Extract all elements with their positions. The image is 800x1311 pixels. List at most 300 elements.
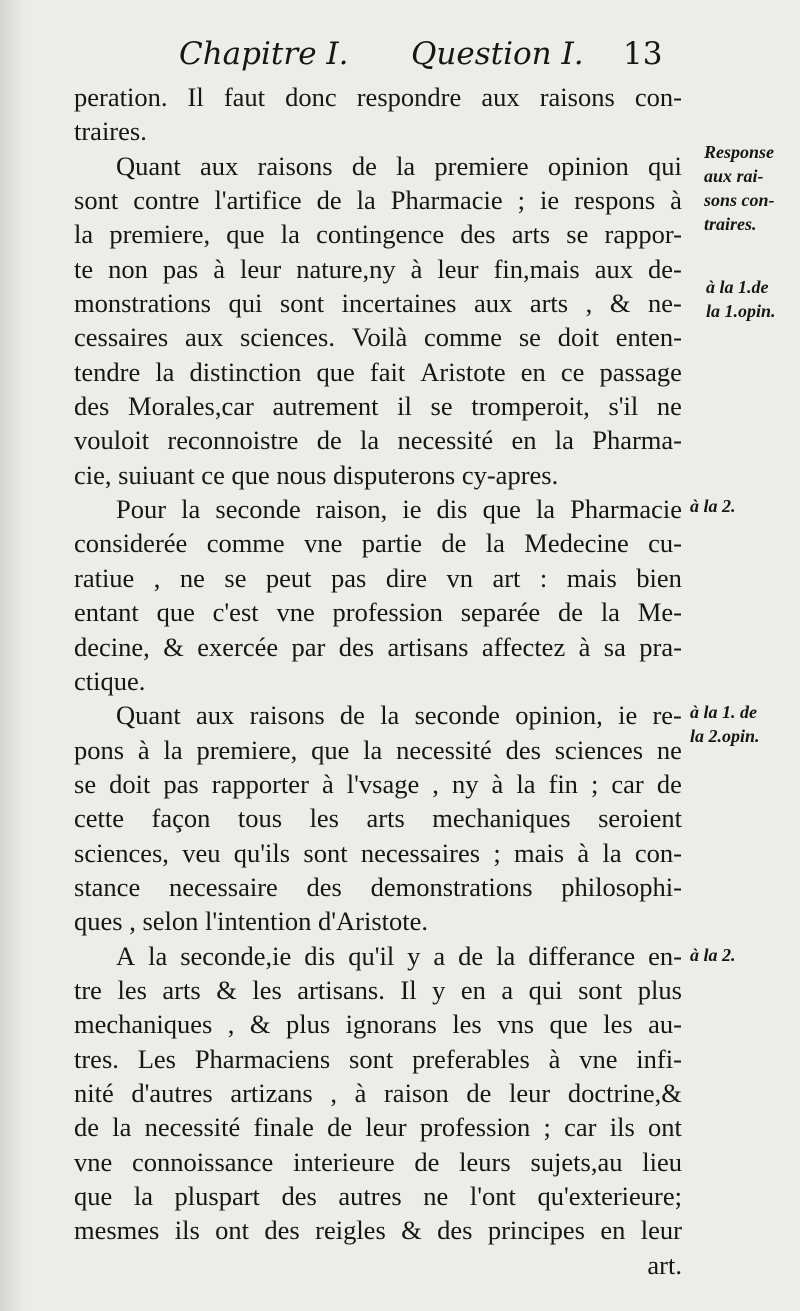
text-line: [74, 320, 682, 354]
word: philosophi-: [561, 871, 682, 902]
word: Il: [400, 974, 417, 1005]
word: de: [441, 528, 467, 559]
text-line: [74, 767, 682, 801]
word: sujets,au: [530, 1146, 623, 1177]
word: monstrations: [74, 288, 211, 319]
word: ie: [540, 185, 560, 216]
word: arts: [162, 974, 201, 1005]
word: ne: [423, 1181, 449, 1211]
word: ne-: [648, 288, 682, 319]
word: leur: [509, 1077, 551, 1108]
word: peration.: [74, 82, 168, 112]
word: nature,ny: [296, 253, 396, 284]
word: vn: [446, 562, 473, 593]
word: cu-: [648, 528, 682, 559]
word: l'artifice: [214, 185, 302, 216]
word: sciences,: [74, 837, 169, 868]
word: des: [264, 1215, 300, 1246]
word: les: [117, 974, 147, 1005]
word: ils: [174, 1215, 200, 1246]
word: plus: [637, 974, 682, 1005]
word: autrement: [272, 391, 379, 422]
word: differance: [528, 940, 636, 971]
word: aux: [594, 253, 634, 284]
text-line: [74, 1007, 682, 1041]
word: l'vsage: [346, 768, 420, 799]
word: finale: [253, 1112, 314, 1143]
word: aux: [200, 150, 239, 181]
word: que: [549, 1009, 588, 1040]
word: premiere: [434, 150, 529, 181]
margin-note-line: à la 1. de: [690, 702, 757, 722]
word: Pharmacie: [570, 494, 682, 525]
word: en: [511, 425, 537, 456]
word: des: [338, 631, 375, 662]
word: que: [311, 734, 350, 765]
word: &: [401, 1215, 422, 1246]
text-line-content: art.: [647, 1249, 682, 1280]
word: necessaires: [360, 837, 481, 868]
word: preferables: [412, 1043, 530, 1074]
word: ie: [402, 494, 422, 525]
word: se: [518, 322, 541, 353]
word: façon: [151, 803, 211, 834]
text-line: [74, 733, 682, 767]
text-line: [74, 1042, 682, 1076]
word: pra-: [639, 631, 682, 662]
word: les: [252, 974, 282, 1005]
word: Les: [137, 1043, 176, 1074]
word: seconde,ie: [180, 940, 292, 971]
word: plus: [285, 1009, 331, 1040]
header-question: Question I.: [411, 36, 584, 72]
text-line: [74, 217, 682, 251]
word: la: [163, 734, 183, 765]
text-line: [74, 561, 682, 595]
text-line: [74, 870, 682, 904]
word: mechaniques: [74, 1009, 213, 1040]
word: que: [74, 1181, 113, 1211]
word: sont: [279, 288, 325, 319]
word: la: [516, 768, 536, 799]
word: con-: [634, 837, 682, 868]
text-line: [74, 286, 682, 320]
word: ie: [618, 700, 638, 731]
word: &: [609, 288, 631, 319]
word: car: [564, 1112, 597, 1143]
word: aux: [481, 82, 520, 112]
word: qu'ils: [233, 837, 291, 868]
word: des: [505, 734, 541, 765]
word: s'il: [608, 391, 639, 422]
word: par: [291, 631, 326, 662]
word: Pharmacie: [390, 185, 503, 216]
word: ;: [517, 185, 526, 216]
word: doit: [109, 768, 151, 799]
word: au-: [648, 1009, 682, 1040]
word: passage: [599, 356, 682, 387]
word: necessité: [396, 734, 492, 765]
word: pas: [331, 562, 367, 593]
word: en: [520, 356, 546, 387]
word: à: [491, 768, 504, 799]
word: les: [603, 1009, 633, 1040]
word: des: [74, 391, 110, 422]
word: necessaire: [168, 871, 278, 902]
word: ;: [543, 1112, 551, 1143]
word: connoissance: [132, 1146, 274, 1177]
word: la: [602, 837, 622, 868]
word: la: [396, 150, 416, 181]
text-line: [74, 595, 682, 629]
word: autres: [338, 1181, 402, 1211]
word: Quant: [116, 700, 181, 731]
word: opinion: [547, 150, 629, 181]
word: mais: [566, 562, 617, 593]
margin-note-line: aux rai-: [704, 166, 764, 186]
word: Medecine: [524, 528, 629, 559]
word: Pour: [116, 494, 167, 525]
word: à: [670, 185, 682, 216]
word: cessaires: [74, 322, 169, 353]
word: sa: [603, 631, 626, 662]
text-line: [74, 939, 682, 973]
word: artisans: [387, 631, 469, 662]
text-line: [74, 664, 682, 698]
word: nité: [74, 1077, 114, 1108]
word: ils: [609, 1112, 635, 1143]
word: la: [74, 219, 94, 250]
word: profession: [419, 1112, 531, 1143]
word: dire: [385, 562, 428, 593]
word: Quant: [116, 150, 181, 181]
word: Pharma-: [592, 425, 682, 456]
word: &: [216, 974, 237, 1005]
word: Voilà: [351, 322, 408, 353]
margin-note-second-opinion-1: [690, 700, 760, 748]
word: d'autres: [131, 1077, 213, 1108]
margin-note-first-opinion-1: [706, 275, 776, 323]
word: leur: [437, 253, 479, 284]
word: de: [316, 425, 342, 456]
word: tres.: [74, 1043, 119, 1074]
text-line: [74, 904, 682, 938]
word: à: [137, 734, 150, 765]
word: la: [360, 425, 380, 456]
word: doctrine,&: [567, 1077, 682, 1108]
word: contre: [133, 185, 200, 216]
word: de: [656, 768, 682, 799]
word: ,: [153, 562, 161, 593]
word: les: [452, 1009, 482, 1040]
margin-note-line: à la 2.: [690, 496, 736, 516]
word: ;: [493, 837, 501, 868]
word: necessité: [144, 1112, 241, 1143]
word: pluspart: [174, 1181, 260, 1211]
word: ne: [656, 391, 682, 422]
word: doit: [557, 322, 599, 353]
word: la: [535, 494, 556, 525]
word: &: [249, 1009, 271, 1040]
word: la: [485, 528, 505, 559]
word: te: [74, 253, 94, 284]
word: affectez: [481, 631, 566, 662]
word: mechaniques: [432, 803, 571, 834]
word: que: [316, 356, 355, 387]
word: arts: [511, 219, 551, 250]
word: que: [226, 219, 265, 250]
word: peut: [265, 562, 312, 593]
word: incertaines: [341, 288, 457, 319]
word: à: [321, 768, 334, 799]
word: aux: [184, 322, 224, 353]
word: de-: [648, 253, 682, 284]
word: seconde: [414, 700, 500, 731]
word: artisans.: [297, 974, 385, 1005]
word: la: [356, 185, 376, 216]
word: la: [280, 219, 300, 250]
word: à: [410, 253, 423, 284]
word: vne: [74, 1146, 113, 1177]
word: des: [281, 1181, 317, 1211]
word: en: [600, 1215, 626, 1246]
word: sciences: [554, 734, 644, 765]
word: la: [496, 940, 516, 971]
word: A: [116, 940, 136, 971]
text-line: [74, 1248, 682, 1282]
word: interieure: [293, 1146, 395, 1177]
word: se: [224, 562, 247, 593]
word: pas: [162, 253, 199, 284]
word: rapporter: [211, 768, 309, 799]
word: la: [133, 1181, 153, 1211]
word: Pharmaciens: [194, 1043, 331, 1074]
word: :: [539, 562, 548, 593]
word: de: [316, 185, 342, 216]
word: tre: [74, 974, 102, 1005]
word: de: [74, 1112, 100, 1143]
word: de: [557, 597, 583, 628]
word: enten-: [615, 322, 682, 353]
word: à: [354, 1077, 367, 1108]
word: la: [155, 356, 175, 387]
margin-note-line: sons con-: [704, 190, 775, 210]
word: à: [213, 253, 226, 284]
word: distinction: [189, 356, 302, 387]
word: raison: [383, 1077, 449, 1108]
word: Me-: [637, 597, 682, 628]
word: dis: [304, 940, 336, 971]
word: l'ont: [469, 1181, 516, 1211]
text-line: [74, 973, 682, 1007]
word: respons: [574, 185, 656, 216]
word: de: [327, 1112, 353, 1143]
word: fin: [548, 768, 578, 799]
margin-note-line: la 2.opin.: [690, 726, 760, 746]
word: mais: [514, 837, 565, 868]
word: ,: [227, 1009, 235, 1040]
word: art: [492, 562, 521, 593]
word: ,: [432, 768, 439, 799]
margin-note-line: à la 2.: [690, 945, 736, 965]
word: arts: [529, 288, 569, 319]
word: veu: [182, 837, 221, 868]
word: exercée: [197, 631, 279, 662]
word: ,: [585, 288, 593, 319]
word: principes: [487, 1215, 585, 1246]
word: vne: [304, 528, 343, 559]
word: en-: [648, 940, 682, 971]
word: de: [414, 1146, 440, 1177]
word: à: [548, 1043, 561, 1074]
word: opinion,: [515, 700, 603, 731]
word: c'est: [212, 597, 259, 628]
page-number: 13: [623, 36, 663, 72]
text-line: [74, 389, 682, 423]
word: lieu: [642, 1146, 682, 1177]
text-line: [74, 698, 682, 732]
word: con-: [634, 82, 682, 112]
word: vns: [497, 1009, 535, 1040]
word: en: [460, 974, 486, 1005]
word: partie: [361, 528, 423, 559]
word: leur: [240, 253, 282, 284]
word: cette: [74, 803, 125, 834]
word: ratiue: [74, 562, 135, 593]
text-line: [74, 1076, 682, 1110]
margin-note-second-2: [690, 944, 736, 966]
word: ne: [179, 562, 205, 593]
word: artizans: [230, 1077, 313, 1108]
text-line: [74, 149, 682, 183]
word: donc: [285, 82, 337, 112]
word: la: [148, 940, 168, 971]
word: qui: [648, 150, 682, 181]
text-line: [74, 1110, 682, 1144]
word: a: [501, 974, 514, 1005]
text-line: [74, 1145, 682, 1179]
text-line: [74, 423, 682, 457]
word: de: [339, 700, 365, 731]
word: de: [466, 1077, 492, 1108]
word: que: [482, 494, 521, 525]
word: decine,: [74, 631, 150, 662]
word: entant: [74, 597, 139, 628]
word: Morales,car: [128, 391, 254, 422]
word: des: [437, 1215, 473, 1246]
word: vne: [276, 597, 315, 628]
text-line-content: cie, suiuant ce que nous disputerons cy-apres.: [74, 459, 559, 490]
margin-note-second-1: [690, 495, 736, 517]
word: des: [306, 871, 342, 902]
word: que: [156, 597, 195, 628]
word: non: [108, 253, 148, 284]
text-line: [74, 801, 682, 835]
word: la: [112, 1112, 132, 1143]
word: se: [566, 219, 589, 250]
word: necessité: [397, 425, 494, 456]
text-line: [74, 252, 682, 286]
margin-note-response: [704, 140, 775, 236]
word: faut: [223, 82, 266, 112]
margin-note-line: la 1.opin.: [706, 301, 776, 321]
word: leur: [640, 1215, 682, 1246]
word: reigles: [315, 1215, 386, 1246]
word: la: [554, 425, 574, 456]
word: tendre: [74, 356, 141, 387]
word: aux: [196, 700, 235, 731]
word: sont: [74, 185, 119, 216]
text-line: [74, 836, 682, 870]
text-line-content: ques , selon l'intention d'Aristote.: [74, 906, 429, 937]
word: il: [397, 391, 412, 422]
word: comme: [424, 322, 503, 353]
text-line: [74, 526, 682, 560]
word: de: [351, 150, 377, 181]
word: se: [430, 391, 453, 422]
word: la: [363, 734, 383, 765]
word: infi-: [636, 1043, 682, 1074]
word: pas: [163, 768, 199, 799]
word: ny: [451, 768, 479, 799]
word: tous: [237, 803, 283, 834]
word: contingence: [316, 219, 445, 250]
text-line: [74, 80, 682, 114]
word: à: [577, 837, 590, 868]
text-line: [74, 492, 682, 526]
word: des: [460, 219, 496, 250]
word: separée: [460, 597, 541, 628]
margin-note-line: traires.: [704, 214, 757, 234]
word: leur: [365, 1112, 407, 1143]
word: pons: [74, 734, 125, 765]
word: vouloit: [74, 425, 150, 456]
word: respondre: [356, 82, 462, 112]
word: raisons: [539, 82, 615, 112]
word: se: [74, 768, 97, 799]
word: de: [458, 940, 484, 971]
word: re-: [652, 700, 682, 731]
word: seroient: [598, 803, 682, 834]
word: ce: [560, 356, 585, 387]
word: sont: [578, 974, 623, 1005]
margin-note-line: à la 1.de: [706, 277, 769, 297]
text-line: [74, 183, 682, 217]
word: bien: [636, 562, 682, 593]
word: qu'exterieure;: [537, 1181, 682, 1211]
word: comme: [206, 528, 285, 559]
word: aux: [474, 288, 513, 319]
text-line: [74, 1213, 682, 1247]
word: profession: [332, 597, 443, 628]
word: ,: [330, 1077, 337, 1108]
word: à: [578, 631, 591, 662]
body-text: [74, 80, 682, 1282]
page-gutter-shadow: [0, 0, 26, 1311]
word: la: [380, 700, 400, 731]
word: y: [432, 974, 446, 1005]
word: arts: [366, 803, 405, 834]
word: qui: [228, 288, 263, 319]
word: raison,: [315, 494, 388, 525]
text-line: [74, 1179, 682, 1213]
word: &: [163, 631, 184, 662]
word: sont: [303, 837, 348, 868]
text-line-content: traires.: [74, 116, 147, 147]
word: premiere,: [196, 734, 298, 765]
text-line: [74, 114, 682, 148]
word: ignorans: [345, 1009, 437, 1040]
